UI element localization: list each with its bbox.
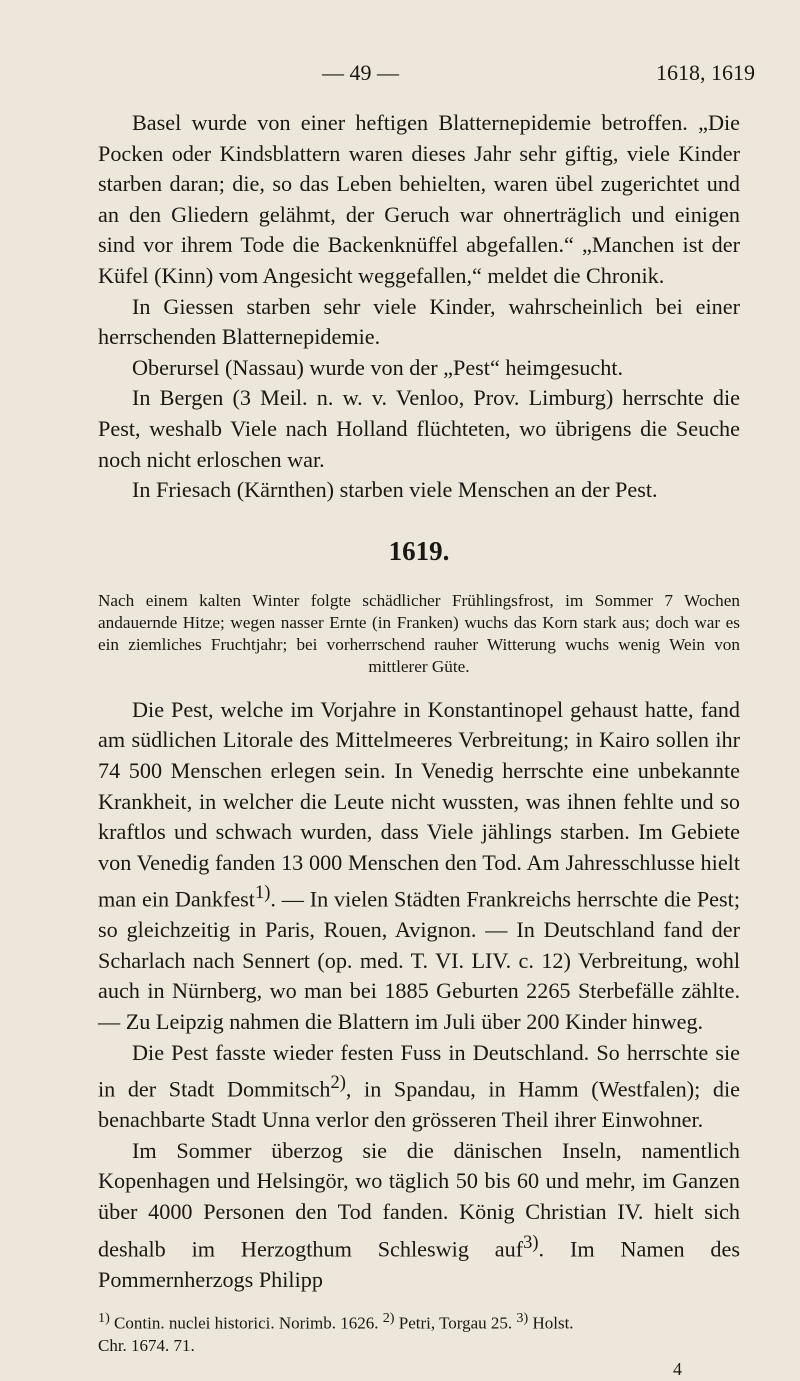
paragraph-daenemark <box>98 1136 740 1295</box>
paragraph-oberursel: Oberursel (Nassau) wurde von der „Pest“ heimgesucht. <box>132 354 624 380</box>
footnote-gap <box>98 1295 740 1307</box>
paragraph-deutschland <box>98 1038 740 1136</box>
footnote-mark: 3) <box>523 1232 539 1253</box>
footnote-line <box>98 1307 740 1335</box>
paragraph-pest-1619 <box>98 695 740 1038</box>
footnote-mark: 2) <box>382 1310 395 1327</box>
year-heading: 1619. <box>388 535 450 566</box>
footnote-line: Chr. 1674. 71. <box>98 1335 195 1355</box>
paragraph-text: . Im Namen des Pommernherzogs Philipp <box>98 1235 740 1292</box>
paragraph-text: . — In vielen Städten Frankreichs herrschte die Pest; so gleichzeitig in Paris, Rouen, Avignon. — In Deutschland fand der Scharlach nach Sennert (op. med. T. VI. LIV. c. 12) Verbreitung, wohl auch in Nürnberg, wo man bei 1885 Geburten 2265 Sterbefälle zählte. — Zu Leipzig nahmen die Blattern im Juli über 200 Kinder hinweg. <box>98 886 740 1035</box>
paragraph-text: , in Spandau, in Hamm (Westfalen); die benachbarte Stadt Unna verlor den grösseren Theil ihrer Einwohner. <box>98 1076 740 1133</box>
page-number: — 49 — <box>322 60 399 85</box>
paragraph-basel: Basel wurde von einer heftigen Blatternepidemie betroffen. „Die Pocken oder Kindsblattern waren dieses Jahr sehr giftig, viele Kinder starben daran; die, so das Leben behielten, waren übel zugerichtet und an den Gliedern gelähmt, der Geruch war ohnerträglich und einigen sind vor ihrem Tode die Backenknüffel abgefallen.“ „Manchen ist der Küfel (Kinn) vom Angesicht weggefallen,“ meldet die Chronik. <box>98 110 740 288</box>
footnote-mark: 1) <box>254 883 271 904</box>
footnote-mark: 1) <box>98 1310 110 1327</box>
paragraph-friesach: In Friesach (Kärnthen) starben viele Menschen an der Pest. <box>132 477 658 503</box>
footnote-text: Petri, Torgau 25. <box>394 1313 517 1333</box>
paragraph-giessen: In Giessen starben sehr viele Kinder, wahrscheinlich bei einer herrschenden Blatternepidemie. <box>98 293 740 350</box>
footnote-mark: 2) <box>330 1073 346 1094</box>
running-header <box>0 60 800 90</box>
page-body <box>98 108 740 1381</box>
signature-mark: 4 <box>673 1358 682 1379</box>
footnote-text: Holst. <box>528 1313 574 1333</box>
paragraph-text: Im Sommer überzog sie die dänischen Inseln, namentlich Kopenhagen und Helsingör, wo täglich 50 bis 60 und mehr, im Ganzen über 4000 Personen den Tod fanden. König Christian IV. hielt sich deshalb im Herzogthum Schleswig auf <box>98 1137 740 1261</box>
footnotes <box>98 1307 740 1357</box>
year-reference: 1618, 1619 <box>656 60 755 85</box>
paragraph-text: Die Pest, welche im Vorjahre in Konstantinopel gehaust hatte, fand am südlichen Litorale des Mittelmeeres Verbreitung; in Kairo sollen ihr 74 500 Menschen erlegen sein. In Venedig herrschte eine unbekannte Krankheit, in welcher die Leute nicht wussten, was ihnen fehlte und so kraftlos und schwach wurden, dass Viele jählings starben. Im Gebiete von Venedig fanden 13 000 Menschen den Tod. Am Jahresschlusse hielt man ein Dankfest <box>98 696 740 912</box>
paragraph-text: Die Pest fasste wieder festen Fuss in Deutschland. So herrschte sie in der Stadt Dommitsch <box>98 1039 740 1102</box>
footnote-mark: 3) <box>516 1310 529 1327</box>
footnote-text: Contin. nuclei historici. Norimb. 1626. <box>109 1313 383 1333</box>
paragraph-bergen: In Bergen (3 Meil. n. w. v. Venloo, Prov. Limburg) herrschte die Pest, weshalb Viele nach Holland flüchteten, wo übrigens die Seuche noch nicht erloschen war. <box>98 385 740 472</box>
weather-summary: Nach einem kalten Winter folgte schädlicher Frühlingsfrost, im Sommer 7 Wochen andauernde Hitze; wegen nasser Ernte (in Franken) wuchs das Korn stark aus; doch war es ein ziemliches Fruchtjahr; bei vorherrschend rauher Witterung wuchs wenig Wein von mittlerer Güte. <box>98 590 740 676</box>
